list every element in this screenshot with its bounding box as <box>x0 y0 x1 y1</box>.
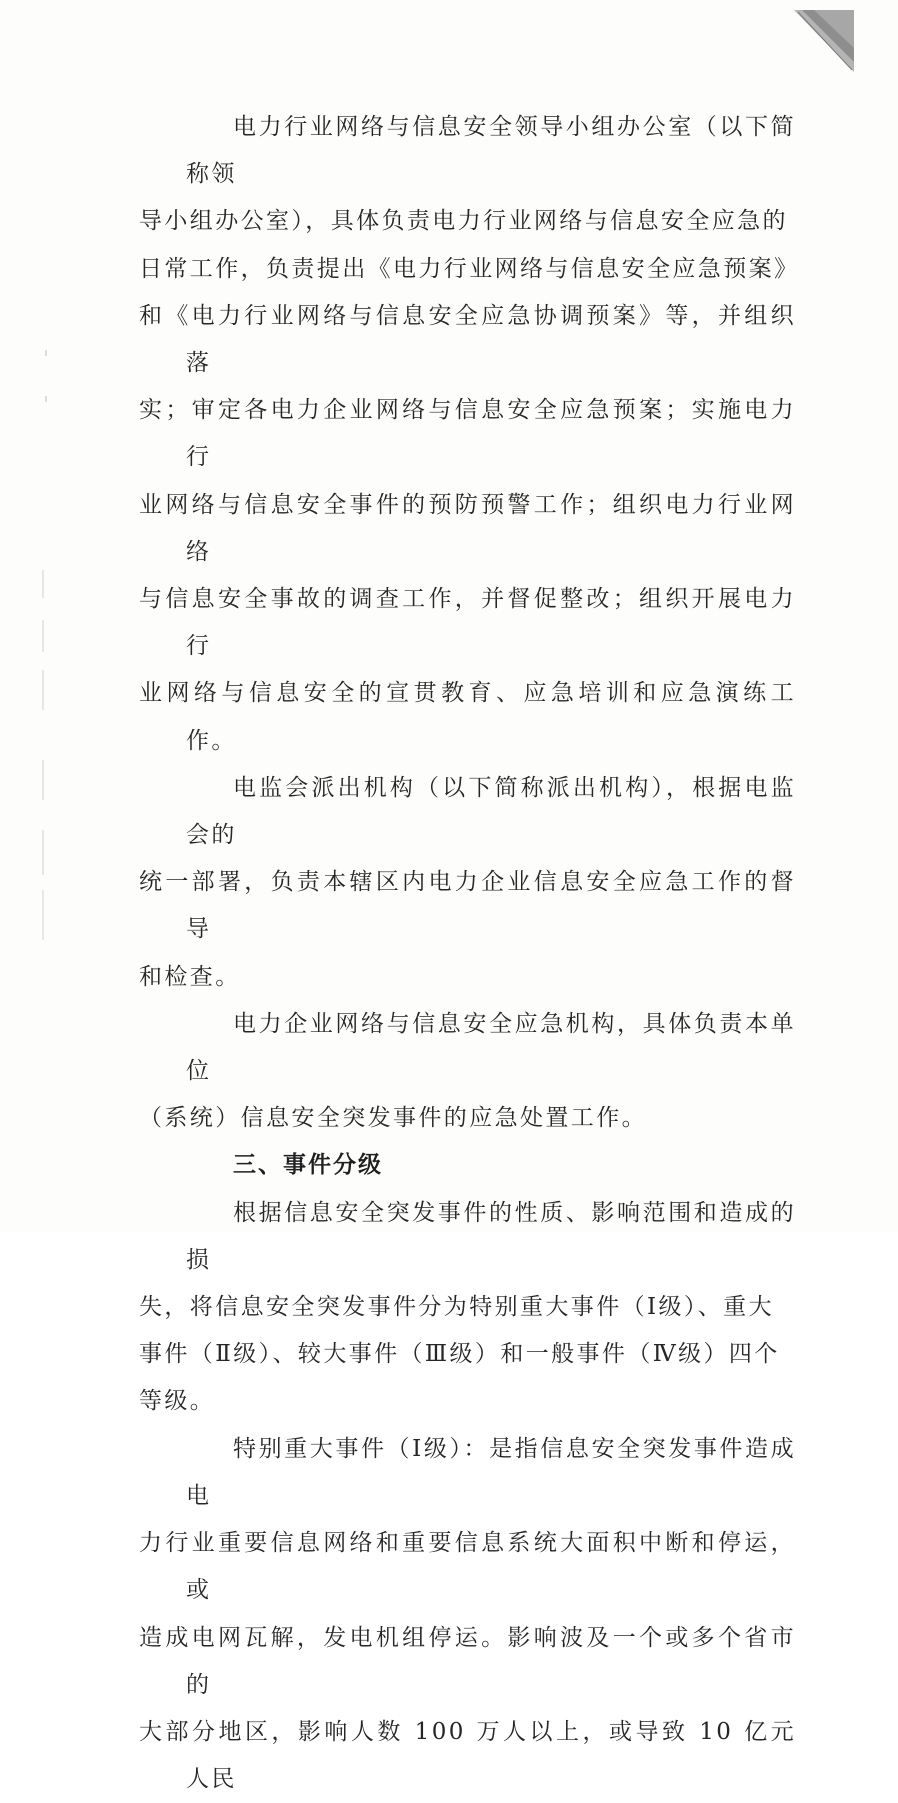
text-line: 电监会派出机构（以下简称派出机构），根据电监会的 <box>186 774 796 849</box>
text-line: 大部分地区，影响人数 100 万人以上，或导致 10 亿元人民 <box>139 1718 796 1793</box>
text-line: （系统）信息安全突发事件的应急处置工作。 <box>139 1105 647 1132</box>
paragraph-dispatched-agencies <box>139 765 796 1001</box>
text-line: 等级。 <box>139 1388 216 1415</box>
text-line: 失，将信息安全突发事件分为特别重大事件（Ⅰ级）、重大 <box>139 1294 774 1321</box>
text-line: 统一部署，负责本辖区内电力企业信息安全应急工作的督导 <box>139 869 796 943</box>
document-body <box>139 104 800 1803</box>
folded-corner-mark <box>794 10 854 72</box>
section-heading: 三、事件分级 <box>233 1152 383 1179</box>
paragraph-level-one-event <box>139 1426 796 1803</box>
text-line: 和检查。 <box>139 963 241 990</box>
text-line: 实；审定各电力企业网络与信息安全应急预案；实施电力行 <box>139 397 796 471</box>
text-line: 造成电网瓦解，发电机组停运。影响波及一个或多个省市的 <box>139 1624 796 1698</box>
paragraph-event-classification <box>139 1190 796 1426</box>
binding-edge-marks <box>38 330 52 950</box>
text-line: 业网络与信息安全事件的预防预警工作；组织电力行业网络 <box>139 491 796 565</box>
text-line: 日常工作，负责提出《电力行业网络与信息安全应急预案》 <box>139 255 800 282</box>
paragraph-enterprise-emergency <box>139 1001 796 1143</box>
text-line: 与信息安全事故的调查工作，并督促整改；组织开展电力行 <box>139 586 796 660</box>
text-line: 特别重大事件（Ⅰ级）：是指信息安全突发事件造成电 <box>186 1435 796 1509</box>
text-line: 业网络与信息安全的宣贯教育、应急培训和应急演练工作。 <box>139 680 796 754</box>
text-line: 导小组办公室），具体负责电力行业网络与信息安全应急的 <box>139 208 788 235</box>
paragraph-leadership-office <box>139 104 800 765</box>
text-line: 和《电力行业网络与信息安全应急协调预案》等，并组织落 <box>139 302 796 377</box>
text-line: 力行业重要信息网络和重要信息系统大面积中断和停运，或 <box>139 1530 796 1604</box>
text-line: 电力企业网络与信息安全应急机构，具体负责本单位 <box>186 1010 796 1085</box>
text-line: 事件（Ⅱ级）、较大事件（Ⅲ级）和一般事件（Ⅳ级）四个 <box>139 1341 780 1368</box>
text-line: 根据信息安全突发事件的性质、影响范围和造成的损 <box>186 1199 796 1273</box>
text-line: 电力行业网络与信息安全领导小组办公室（以下简称领 <box>186 114 796 188</box>
